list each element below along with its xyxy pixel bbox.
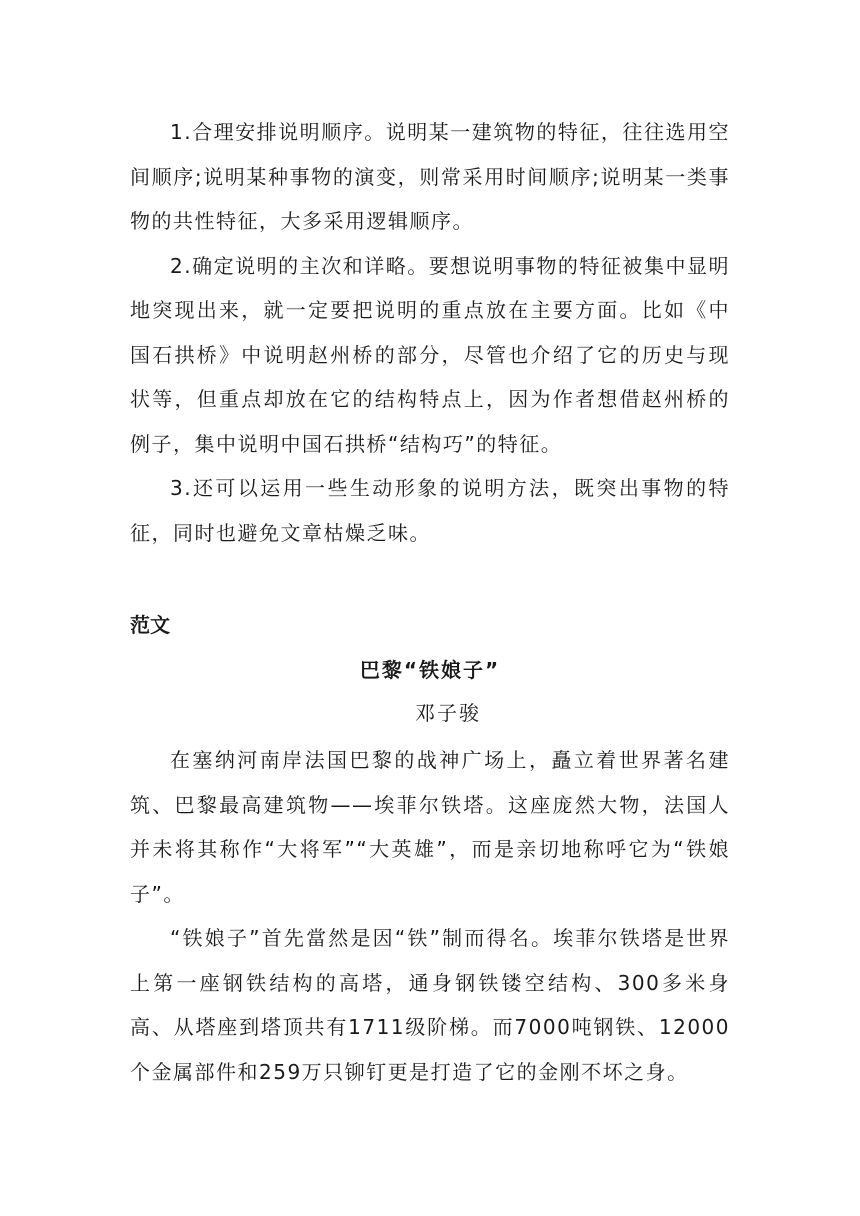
writing-tips (130, 110, 730, 555)
tip-paragraph-2: 2.确定说明的主次和详略。要想说明事物的特征被集中显明地突现出来，就一定要把说明的重点放在主要方面。比如《中国石拱桥》中说明赵州桥的部分，尽管也介绍了它的历史与现状等，但重点却放在它的结构特点上，因为作者想借赵州桥的例子，集中说明中国石拱桥“结构巧”的特征。 (130, 253, 730, 456)
article-paragraph-1: 在塞纳河南岸法国巴黎的战神广场上，矗立着世界著名建筑、巴黎最高建筑物——埃菲尔铁塔。这座庞然大物，法国人并未将其称作“大将军”“大英雄”，而是亲切地称呼它为“铁娘子”。 (130, 748, 730, 906)
tip-paragraph-1: 1.合理安排说明顺序。说明某一建筑物的特征，往往选用空间顺序;说明某种事物的演变，则常采用时间顺序;说明某一类事物的共性特征，大多采用逻辑顺序。 (130, 120, 730, 233)
section-heading: 范文 (130, 613, 170, 637)
article-title: 巴黎“铁娘子” (359, 658, 501, 682)
tip-paragraph-3: 3.还可以运用一些生动形象的说明方法，既突出事物的特征，同时也避免文章枯燥乏味。 (130, 476, 730, 545)
article-author: 邓子骏 (415, 701, 481, 725)
article-body (130, 738, 730, 1094)
page-content (130, 110, 730, 1084)
article-paragraph-2: “铁娘子”首先當然是因“铁”制而得名。埃菲尔铁塔是世界上第一座钢铁结构的高塔，通身钢铁镂空结构、300多米身高、从塔座到塔顶共有1711级阶梯。而7000吨钢铁、12000个金属部件和259万只铆钉更是打造了它的金刚不坏之身。 (130, 926, 730, 1084)
